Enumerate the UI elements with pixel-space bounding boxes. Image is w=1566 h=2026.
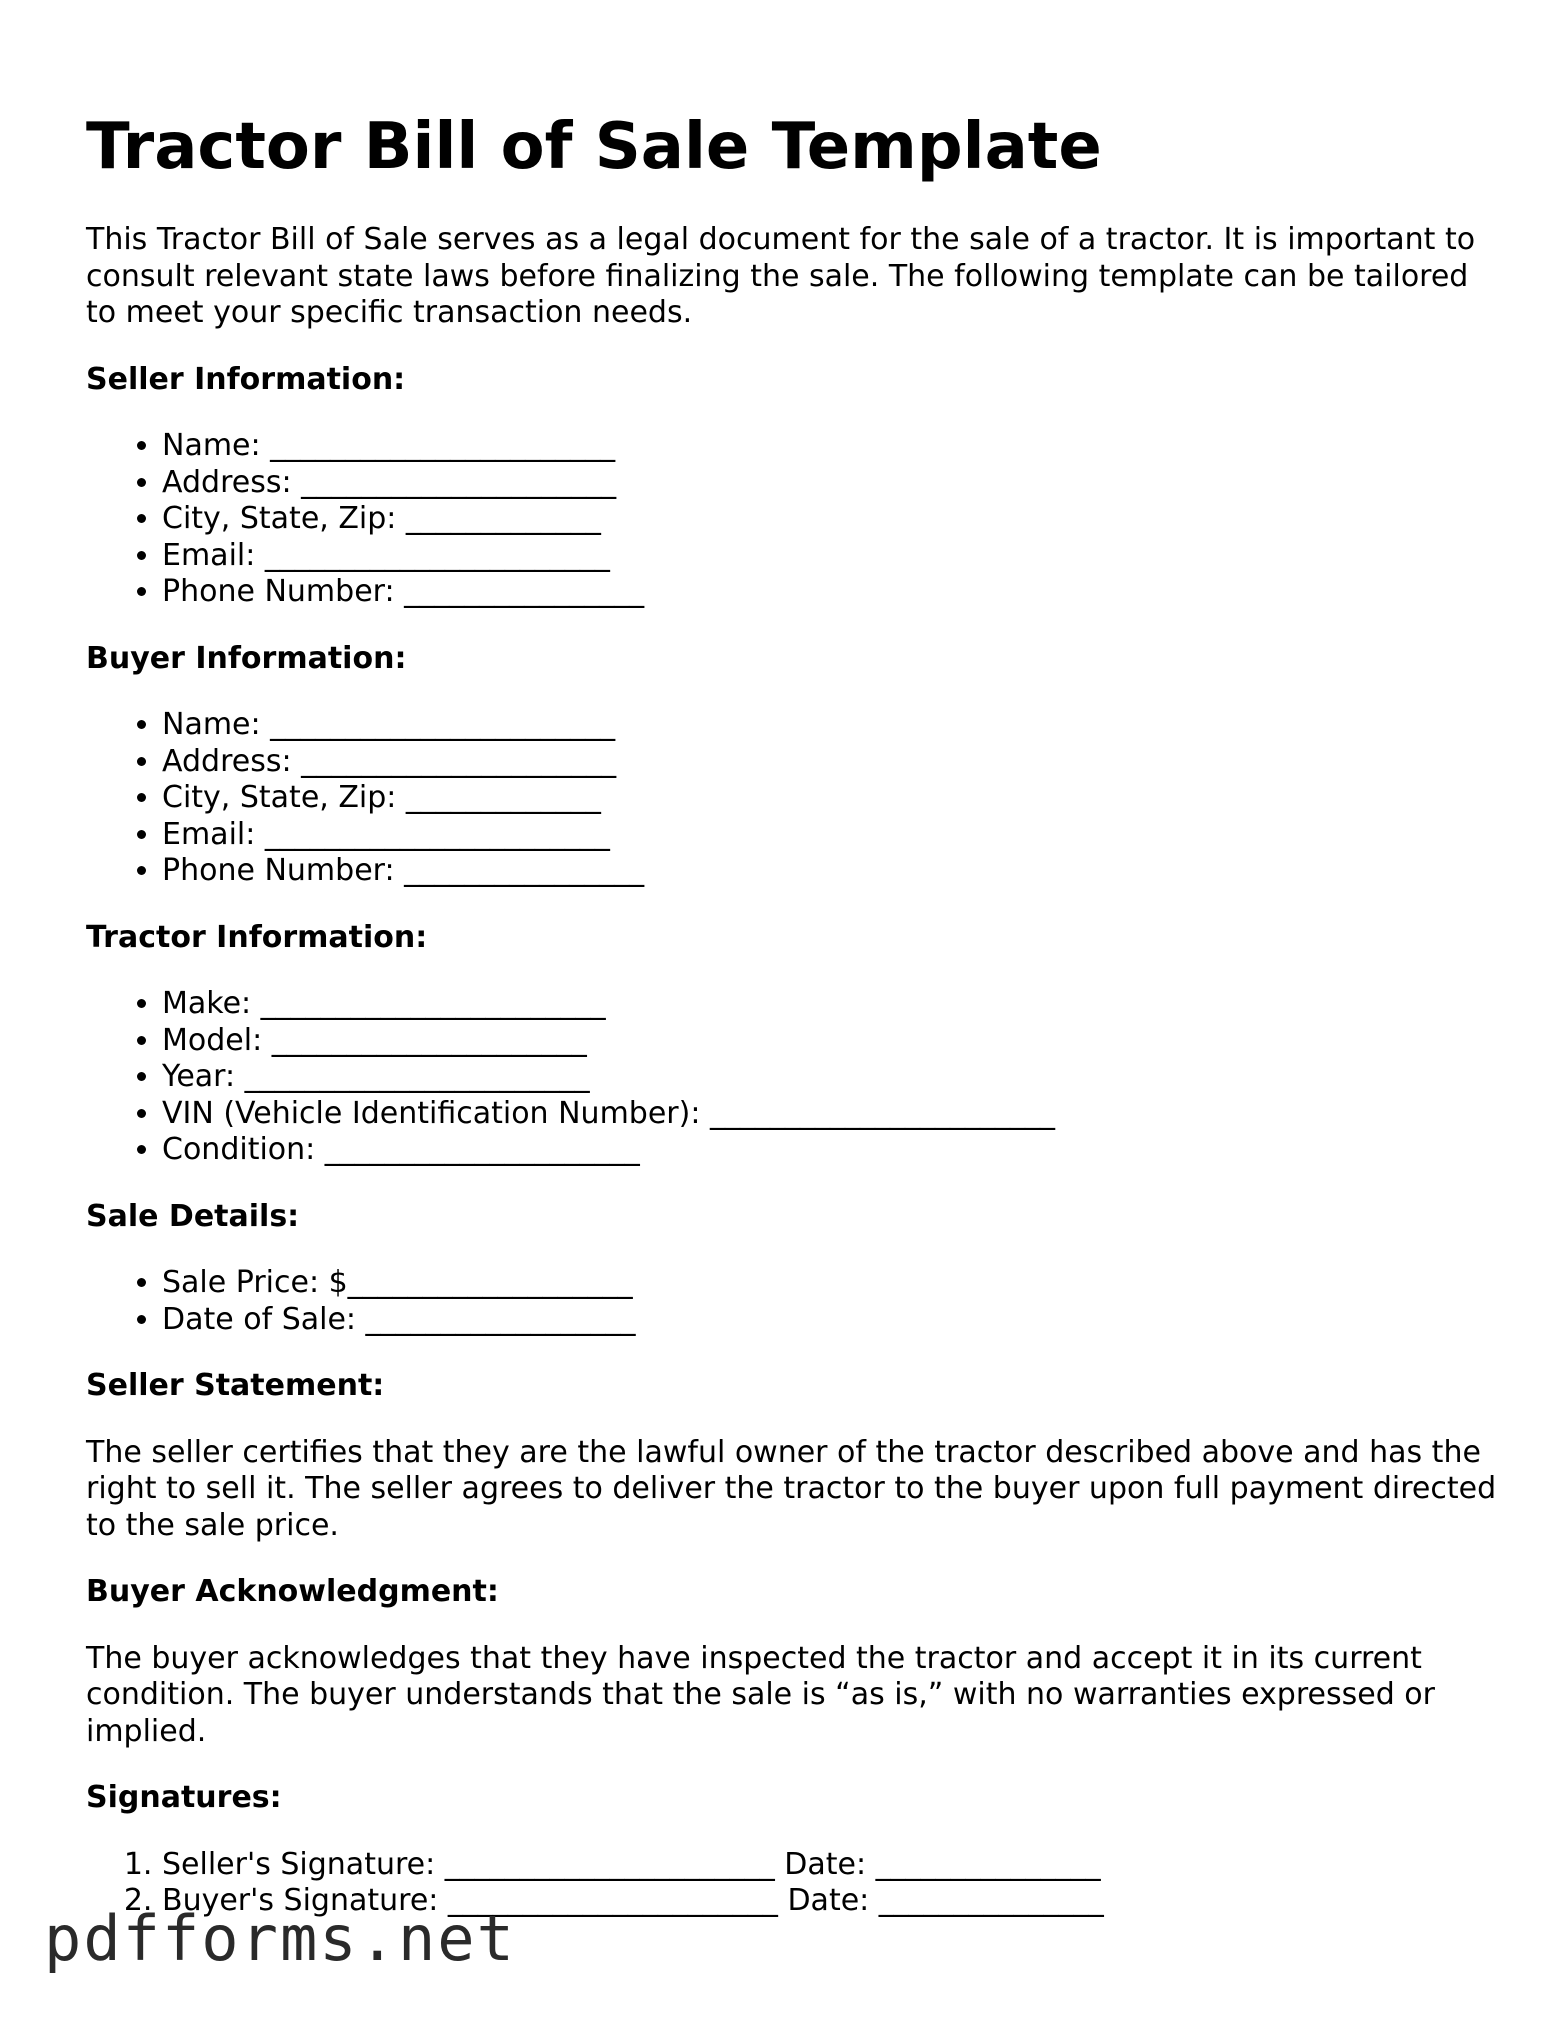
buyer-ack-text: The buyer acknowledges that they have inspected the tractor and accept it in its current condition. The buyer understands that the sale is “as is,” with no warranties expressed or implied. — [86, 1640, 1435, 1749]
seller-info-heading: Seller Information: — [86, 361, 406, 397]
sale-date-field: • Date of Sale: __________________ — [162, 1302, 1506, 1339]
sale-details-list — [86, 1265, 1506, 1338]
seller-address-field: • Address: _____________________ — [162, 465, 1506, 502]
tractor-year-field: • Year: _______________________ — [162, 1059, 1506, 1096]
tractor-model-field: • Model: _____________________ — [162, 1023, 1506, 1060]
seller-name-field: • Name: _______________________ — [162, 428, 1506, 465]
document-body — [86, 222, 1506, 1920]
buyer-city-state-zip-field: • City, State, Zip: _____________ — [162, 780, 1506, 817]
buyer-signature-line: 2. Buyer's Signature: ______________________ Date: _______________ — [162, 1883, 1506, 1920]
buyer-address-field: • Address: _____________________ — [162, 744, 1506, 781]
seller-info-list — [86, 428, 1506, 611]
sale-details-heading: Sale Details: — [86, 1198, 300, 1234]
tractor-condition-field: • Condition: _____________________ — [162, 1132, 1506, 1169]
buyer-info-list — [86, 707, 1506, 890]
seller-city-state-zip-field: • City, State, Zip: _____________ — [162, 501, 1506, 538]
tractor-make-field: • Make: _______________________ — [162, 986, 1506, 1023]
page-title: Tractor Bill of Sale Template — [86, 110, 1102, 184]
buyer-name-field: • Name: _______________________ — [162, 707, 1506, 744]
seller-email-field: • Email: _______________________ — [162, 538, 1506, 575]
seller-statement-heading: Seller Statement: — [86, 1368, 385, 1403]
seller-phone-field: • Phone Number: ________________ — [162, 574, 1506, 611]
signatures-heading: Signatures: — [86, 1780, 282, 1815]
buyer-info-heading: Buyer Information: — [86, 640, 407, 676]
buyer-ack-heading: Buyer Acknowledgment: — [86, 1574, 499, 1609]
buyer-phone-field: • Phone Number: ________________ — [162, 853, 1506, 890]
tractor-info-heading: Tractor Information: — [86, 919, 428, 955]
sale-price-field: • Sale Price: $___________________ — [162, 1265, 1506, 1302]
seller-statement-text: The seller certifies that they are the lawful owner of the tractor described above and has the right to sell it. The seller agrees to deliver the tractor to the buyer upon full payment directed to the sale price. — [86, 1434, 1497, 1543]
seller-signature-line: 1. Seller's Signature: ______________________ Date: _______________ — [162, 1847, 1506, 1884]
buyer-email-field: • Email: _______________________ — [162, 817, 1506, 854]
intro-paragraph: This Tractor Bill of Sale serves as a legal document for the sale of a tractor. It is important to consult relevant state laws before finalizing the sale. The following template can be tailored to meet your specific transaction needs. — [86, 222, 1476, 330]
tractor-vin-field: • VIN (Vehicle Identification Number): _______________________ — [162, 1096, 1506, 1133]
tractor-info-list — [86, 986, 1506, 1169]
watermark-logo: pdfforms.net — [44, 1902, 516, 1975]
